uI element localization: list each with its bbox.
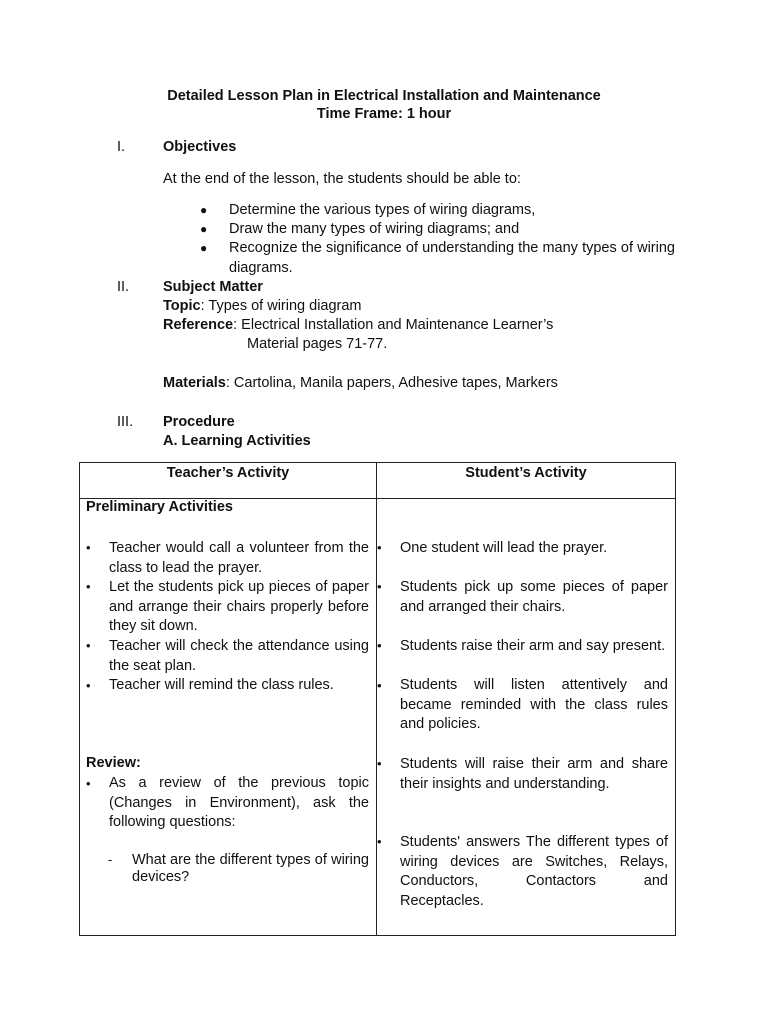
objective-item: Determine the various types of wiring diagrams, xyxy=(229,202,536,218)
section-number-objectives: I. xyxy=(117,139,126,155)
list-item: Students' answers The different types of wiring devices are Switches, Relays, Conductors, Contactors and Receptacles. xyxy=(400,834,668,909)
bullet-icon: ● xyxy=(200,241,208,255)
list-item: Students raise their arm and say present. xyxy=(400,638,666,654)
topic-label: Topic xyxy=(163,298,201,314)
bullet-icon: • xyxy=(377,678,382,693)
list-item: Students pick up some pieces of paper and arranged their chairs. xyxy=(400,579,668,615)
topic-value: : Types of wiring diagram xyxy=(200,298,362,314)
reference-value: : Electrical Installation and Maintenance Learner’s xyxy=(233,317,554,333)
list-item: One student will lead the prayer. xyxy=(400,540,608,556)
activities-table xyxy=(79,462,676,936)
objectives-heading: Objectives xyxy=(163,139,237,155)
bullet-icon: • xyxy=(86,579,91,594)
materials-line xyxy=(163,375,558,391)
table-header-row xyxy=(80,463,676,499)
section-number-procedure: III. xyxy=(117,414,134,430)
list-item: Let the students pick up pieces of paper and arrange their chairs properly before they sit down. xyxy=(109,579,369,634)
bullet-icon: • xyxy=(86,540,91,555)
reference-value-continued: Material pages 71-77. xyxy=(247,336,388,352)
document-title: Detailed Lesson Plan in Electrical Installation and Maintenance xyxy=(167,88,601,104)
bullet-icon: • xyxy=(377,540,382,555)
topic-line xyxy=(163,298,362,314)
bullet-icon: • xyxy=(377,638,382,653)
teacher-activity-cell xyxy=(80,499,377,936)
list-item: Teacher will remind the class rules. xyxy=(109,677,334,693)
review-heading: Review: xyxy=(86,755,141,771)
list-item: As a review of the previous topic (Changes in Environment), ask the following questions: xyxy=(109,775,369,830)
table-row xyxy=(80,499,676,936)
bullet-icon: • xyxy=(377,756,382,771)
bullet-icon: ● xyxy=(200,203,208,217)
subject-matter-heading: Subject Matter xyxy=(163,279,263,295)
review-question: What are the different types of wiring devices? xyxy=(132,852,369,885)
list-item: Students will raise their arm and share their insights and understanding. xyxy=(400,756,668,792)
objective-item: Draw the many types of wiring diagrams; and xyxy=(229,221,520,237)
learning-activities-heading: A. Learning Activities xyxy=(163,433,311,449)
reference-line xyxy=(163,317,553,333)
student-activity-cell xyxy=(377,499,676,936)
bullet-icon: ● xyxy=(200,222,208,236)
bullet-icon: • xyxy=(86,776,91,791)
student-activity-header: Student’s Activity xyxy=(377,463,676,499)
time-frame: Time Frame: 1 hour xyxy=(316,106,452,122)
objectives-intro: At the end of the lesson, the students should be able to: xyxy=(163,171,521,187)
teacher-activity-header: Teacher’s Activity xyxy=(80,463,377,499)
bullet-icon: • xyxy=(86,678,91,693)
bullet-icon: • xyxy=(377,834,382,849)
objective-item: Recognize the significance of understanding the many types of wiring diagrams. xyxy=(229,240,675,276)
materials-label: Materials xyxy=(163,375,226,391)
list-item: Teacher would call a volunteer from the class to lead the prayer. xyxy=(109,540,369,576)
list-item: Teacher will check the attendance using the seat plan. xyxy=(109,638,369,674)
preliminary-activities-heading: Preliminary Activities xyxy=(86,499,233,515)
section-number-subject-matter: II. xyxy=(117,279,130,295)
reference-label: Reference xyxy=(163,317,234,333)
materials-value: : Cartolina, Manila papers, Adhesive tapes, Markers xyxy=(225,375,558,391)
bullet-icon: • xyxy=(86,638,91,653)
list-item: Students will listen attentively and became reminded with the class rules and policies. xyxy=(400,677,668,732)
bullet-icon: • xyxy=(377,579,382,594)
dash-icon: - xyxy=(108,852,113,867)
procedure-heading: Procedure xyxy=(163,414,235,430)
